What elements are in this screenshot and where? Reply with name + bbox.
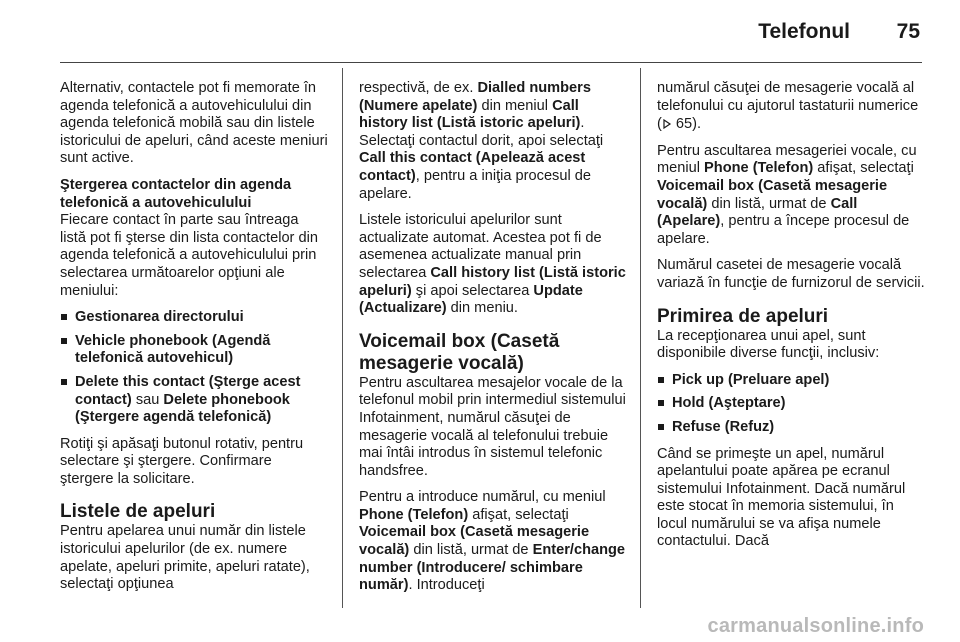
column-2 [359, 80, 627, 604]
call-functions-list [657, 372, 927, 437]
menu-options-list [60, 309, 328, 427]
paragraph: Numărul casetei de mesagerie vocală variază în funcţie de furnizorul de servicii. [657, 257, 925, 291]
column-3 [657, 80, 927, 560]
page-reference-icon [662, 116, 672, 131]
section-heading-receiving-calls: Primirea de apeluri [657, 305, 829, 327]
paragraph: Pentru ascultarea mesajelor vocale de la telefonul mobil prin intermediul sistemului Infotainment, numărul căsuţei de mesagerie vocală al telefonului trebuie mai întâi introdus în sistemul telefonic handsfree. [359, 374, 626, 479]
page-title: Telefonul [758, 20, 850, 43]
list-item: Gestionarea directorului [60, 309, 328, 327]
list-item: Refuse (Refuz) [657, 419, 927, 437]
list-item: Vehicle phonebook (Agendă telefonică autovehicul) [60, 333, 328, 368]
section-heading-voicemail: Voicemail box (Casetă mesagerie vocală) [359, 330, 560, 374]
section-heading-call-lists: Listele de apeluri [60, 501, 216, 523]
list-item: Hold (Aşteptare) [657, 395, 927, 413]
paragraph: respectivă, de ex. Dialled numbers (Numere apelate) din meniul Call history list (Listă istoric apeluri). Selectaţi contactul dorit, apoi selectaţi Call this contact (Apelează acest contact), pentru a iniţia procesul de apelare. [359, 80, 604, 202]
subheading-delete-contacts: Ştergerea contactelor din agenda telefonică a autovehiculului [60, 176, 292, 211]
paragraph: Rotiţi şi apăsaţi butonul rotativ, pentru selectare şi ştergere. Confirmare ştergere la solicitare. [60, 435, 304, 487]
page-number: 75 [896, 20, 920, 43]
paragraph: Alternativ, contactele pot fi memorate în agenda telefonică a autovehiculului din agenda telefonică mobilă sau din listele istoricului de apeluri, când aceste meniuri sunt active. [60, 80, 328, 167]
page-header [60, 0, 922, 63]
paragraph: Pentru apelarea unui număr din listele istoricului apelurilor (de ex. numere apelate, apeluri primite, apeluri ratate), selectaţi opţiunea [60, 523, 310, 593]
paragraph: Pentru ascultarea mesageriei vocale, cu meniul Phone (Telefon) afişat, selectaţi Voicemail box (Casetă mesagerie vocală) din listă, urmat de Call (Apelare), pentru a începe procesul de apelare. [657, 142, 917, 247]
paragraph: Pentru a introduce numărul, cu meniul Phone (Telefon) afişat, selectaţi Voicemail box (Casetă mesagerie vocală) din listă, urmat de Enter/change number (Introducere/ schimbare număr). Introduceţi [359, 489, 626, 594]
list-item: Delete this contact (Şterge acest contact) sau Delete phonebook (Ştergere agendă telefonică) [60, 374, 328, 427]
paragraph: La recepţionarea unui apel, sunt disponibile diverse funcţii, inclusiv: [657, 327, 880, 362]
list-item: Pick up (Preluare apel) [657, 372, 927, 390]
column-divider-1 [342, 68, 343, 608]
paragraph: Listele istoricului apelurilor sunt actualizate automat. Acestea pot fi de asemenea actualizate manual prin selectarea Call history list (Listă istoric apeluri) şi apoi selectarea Update (Actualizare) din meniu. [359, 212, 626, 317]
column-divider-2 [640, 68, 641, 608]
paragraph: Fiecare contact în parte sau întreaga listă pot fi şterse din lista contactelor din agenda telefonică a autovehiculului prin selectarea următoarelor opţiuni ale meniului: [60, 212, 318, 299]
watermark: carmanualsonline.info [707, 615, 924, 637]
paragraph: Când se primeşte un apel, numărul apelantului poate apărea pe ecranul sistemului Infotainment. Dacă numărul este stocat în memoria sistemului, în locul numărului se va afişa numele contactului. Dacă [657, 445, 906, 550]
paragraph: numărul căsuţei de mesagerie vocală al telefonului cu ajutorul tastaturii numerice ( 65). [657, 80, 919, 133]
column-1 [60, 80, 328, 603]
